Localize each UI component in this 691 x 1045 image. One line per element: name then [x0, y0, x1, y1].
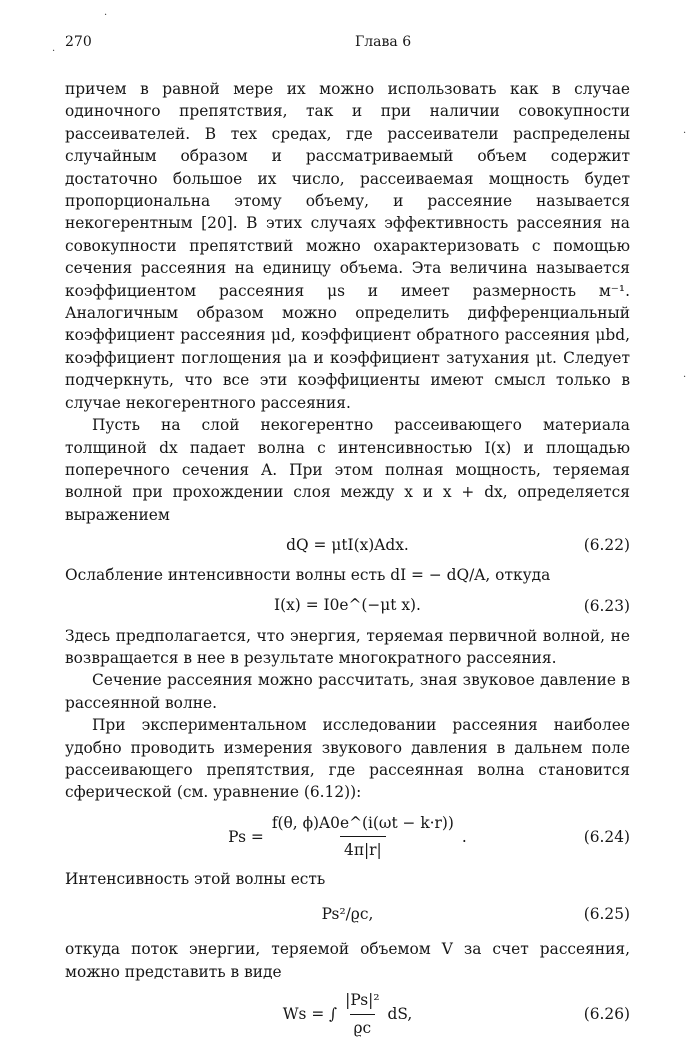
equation-6-23 [65, 589, 630, 623]
page-number: 270 [65, 34, 92, 50]
paragraph: Ослабление интенсивности волны есть dI = − dQ/A, откуда [65, 566, 551, 585]
scan-speck: · [104, 10, 108, 21]
fraction-denominator: ϱc [350, 1014, 376, 1039]
equation-expression: Ps²/ϱc, [321, 904, 374, 923]
equation-fraction [268, 812, 458, 862]
paragraph: При экспериментальном исследовании рассеяния наиболее удобно проводить измерения звукового давления в дальнем поле рассеивающего препятствия, где рассеянная волна становится сферической (см. уравнение (6.12)): [65, 716, 630, 802]
scan-speck: · [52, 46, 56, 57]
paragraph: Пусть на слой некогерентно рассеивающего материала толщиной dx падает волна с интенсивностью I(x) и площадью поперечного сечения A. При этом полная мощность, теряемая волной при прохождении слоя между x и x + dx, определяется выражением [65, 416, 630, 524]
equation-expression: dQ = μtI(x)Adx. [286, 535, 409, 554]
equation-6-22 [65, 528, 630, 562]
equation-tail: . [461, 827, 467, 846]
paragraph: Сечение рассеяния можно рассчитать, зная звуковое давление в рассеянной волне. [65, 671, 630, 712]
page-body [65, 78, 630, 1045]
equation-number: (6.23) [583, 596, 630, 615]
equation-6-25 [65, 892, 630, 936]
equation-number: (6.26) [583, 1004, 630, 1023]
equation-tail: dS, [387, 1004, 413, 1023]
scan-speck: · [683, 372, 687, 383]
equation-lhs: Ws = ∫ [282, 1004, 338, 1023]
paragraph: причем в равной мере их можно использовать как в случае одиночного препятствия, так и при наличии совокупности рассеивателей. В тех средах, где рассеиватели распределены случайным образом и рассматриваемый объем содержит достаточно большое их число, рассеиваемая мощность будет пропорциональна этому объему, и рассеяние называется некогерентным [20]. В этих случаях эффективность рассеяния на совокупности препятствий можно охарактеризовать с помощью сечения рассеяния на единицу объема. Эта величина называется коэффициентом рассеяния μs и имеет размерность м⁻¹. Аналогичным образом можно определить дифференциальный коэффициент рассеяния μd, коэффициент обратного рассеяния μbd, коэффициент поглощения μa и коэффициент затухания μt. Следует подчеркнуть, что все эти коэффициенты имеют смысл только в случае некогерентного рассеяния. [65, 80, 630, 412]
equation-fraction [341, 989, 383, 1039]
fraction-denominator: 4π|r| [340, 836, 386, 861]
paragraph: откуда поток энергии, теряемой объемом V за счет рассеяния, можно представить в виде [65, 940, 630, 981]
equation-number: (6.22) [583, 535, 630, 554]
equation-expression: I(x) = I0e^(−μt x). [274, 596, 421, 615]
equation-6-24 [65, 808, 630, 866]
equation-6-26 [65, 985, 630, 1043]
paragraph: Интенсивность этой волны есть [65, 869, 326, 888]
equation-lhs: Ps = [228, 827, 264, 846]
equation-number: (6.24) [583, 827, 630, 846]
chapter-title: Глава 6 [355, 34, 412, 50]
fraction-numerator: f(θ, ϕ)A0e^(i(ωt − k·r)) [271, 813, 454, 832]
page-header [65, 34, 630, 54]
equation-number: (6.25) [583, 904, 630, 923]
paragraph: Здесь предполагается, что энергия, теряемая первичной волной, не возвращается в нее в результате многократного рассеяния. [65, 626, 630, 667]
scan-speck: · [683, 128, 687, 139]
fraction-numerator: |Ps|² [345, 991, 380, 1010]
